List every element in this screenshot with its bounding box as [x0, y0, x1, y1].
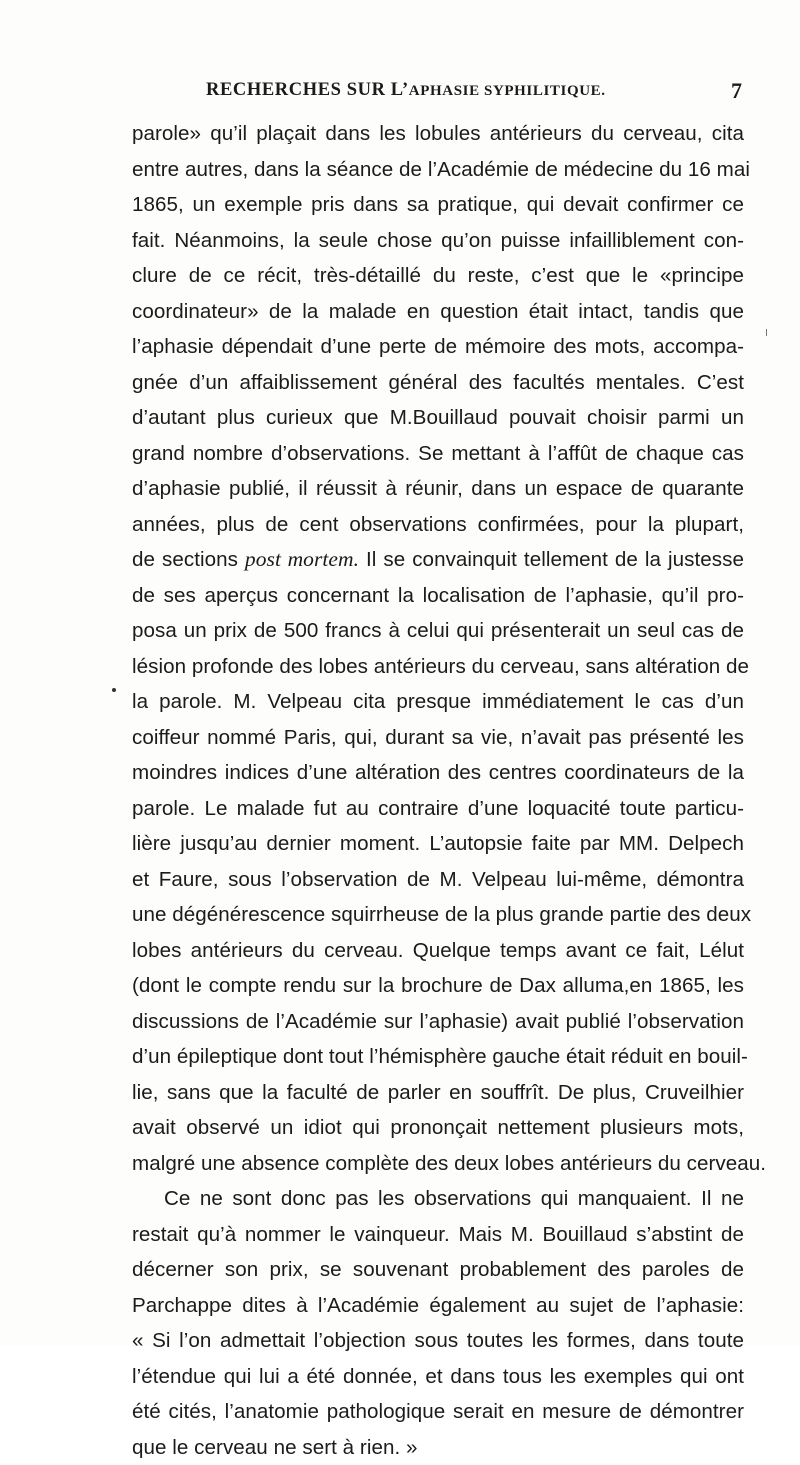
- text-line: 1865, un exemple pris dans sa pratique, qui devait confirmer ce: [132, 187, 744, 223]
- text-line: coiffeur nommé Paris, qui, durant sa vie, n’avait pas présenté les: [132, 720, 744, 756]
- text-segment: Il se convainquit tellement de la justesse: [359, 548, 744, 571]
- text-line: d’autant plus curieux que M.Bouillaud pouvait choisir parmi un: [132, 400, 744, 436]
- text-line: été cités, l’anatomie pathologique serait en mesure de démontrer: [132, 1394, 744, 1430]
- text-line: (dont le compte rendu sur la brochure de Dax alluma,en 1865, les: [132, 968, 744, 1004]
- running-head: [132, 78, 742, 108]
- text-line: entre autres, dans la séance de l’Académie de médecine du 16 mai: [132, 152, 744, 188]
- margin-dot: [112, 688, 116, 692]
- text-line: Parchappe dites à l’Académie également au sujet de l’aphasie:: [132, 1288, 744, 1324]
- text-segment: de sections: [132, 548, 245, 571]
- text-line: grand nombre d’observations. Se mettant à l’affût de chaque cas: [132, 436, 744, 472]
- margin-mark: [766, 329, 767, 336]
- italic-phrase: post mortem.: [245, 547, 359, 571]
- paragraph-end-line: malgré une absence complète des deux lobes antérieurs du cerveau.: [132, 1146, 744, 1182]
- text-line: d’aphasie publié, il réussit à réunir, dans un espace de quarante: [132, 471, 744, 507]
- text-line: lésion profonde des lobes antérieurs du cerveau, sans altération de: [132, 649, 744, 685]
- text-line: posa un prix de 500 francs à celui qui présenterait un seul cas de: [132, 613, 744, 649]
- text-line: lie, sans que la faculté de parler en souffrît. De plus, Cruveilhier: [132, 1075, 744, 1111]
- text-line: discussions de l’Académie sur l’aphasie) avait publié l’observation: [132, 1004, 744, 1040]
- text-line: parole. Le malade fut au contraire d’une loquacité toute particu-: [132, 791, 744, 827]
- text-line: lobes antérieurs du cerveau. Quelque temps avant ce fait, Lélut: [132, 933, 744, 969]
- text-line: gnée d’un affaiblissement général des facultés mentales. C’est: [132, 365, 744, 401]
- text-line: années, plus de cent observations confirmées, pour la plupart,: [132, 507, 744, 543]
- text-line: parole» qu’il plaçait dans les lobules antérieurs du cerveau, cita: [132, 116, 744, 152]
- paragraph-start-line: Ce ne sont donc pas les observations qui manquaient. Il ne: [132, 1181, 744, 1217]
- text-line: fait. Néanmoins, la seule chose qu’on puisse infailliblement con-: [132, 223, 744, 259]
- body-text: [132, 116, 744, 1465]
- text-line: lière jusqu’au dernier moment. L’autopsie faite par MM. Delpech: [132, 826, 744, 862]
- running-title-prefix: RECHERCHES SUR L’: [206, 80, 409, 100]
- text-line: de ses aperçus concernant la localisation de l’aphasie, qu’il pro-: [132, 578, 744, 614]
- paragraph-end-line: que le cerveau ne sert à rien. »: [132, 1430, 744, 1465]
- text-line: d’un épileptique dont tout l’hémisphère gauche était réduit en bouil-: [132, 1039, 744, 1075]
- text-line: moindres indices d’une altération des centres coordinateurs de la: [132, 755, 744, 791]
- text-line: coordinateur» de la malade en question était intact, tandis que: [132, 294, 744, 330]
- text-line: décerner son prix, se souvenant probablement des paroles de: [132, 1252, 744, 1288]
- running-title: [206, 80, 606, 101]
- running-title-smallcaps: APHASIE SYPHILITIQUE.: [409, 83, 606, 99]
- text-line: clure de ce récit, très-détaillé du reste, c’est que le «principe: [132, 258, 744, 294]
- text-line: l’étendue qui lui a été donnée, et dans tous les exemples qui ont: [132, 1359, 744, 1395]
- text-line: une dégénérescence squirrheuse de la plus grande partie des deux: [132, 897, 744, 933]
- text-line: « Si l’on admettait l’objection sous toutes les formes, dans toute: [132, 1323, 744, 1359]
- text-line-with-italic: [132, 542, 744, 578]
- text-line: restait qu’à nommer le vainqueur. Mais M. Bouillaud s’abstint de: [132, 1217, 744, 1253]
- text-line: l’aphasie dépendait d’une perte de mémoire des mots, accompa-: [132, 329, 744, 365]
- text-line: et Faure, sous l’observation de M. Velpeau lui-même, démontra: [132, 862, 744, 898]
- text-line: avait observé un idiot qui prononçait nettement plusieurs mots,: [132, 1110, 744, 1146]
- text-line: la parole. M. Velpeau cita presque immédiatement le cas d’un: [132, 684, 744, 720]
- page-number: 7: [731, 78, 742, 104]
